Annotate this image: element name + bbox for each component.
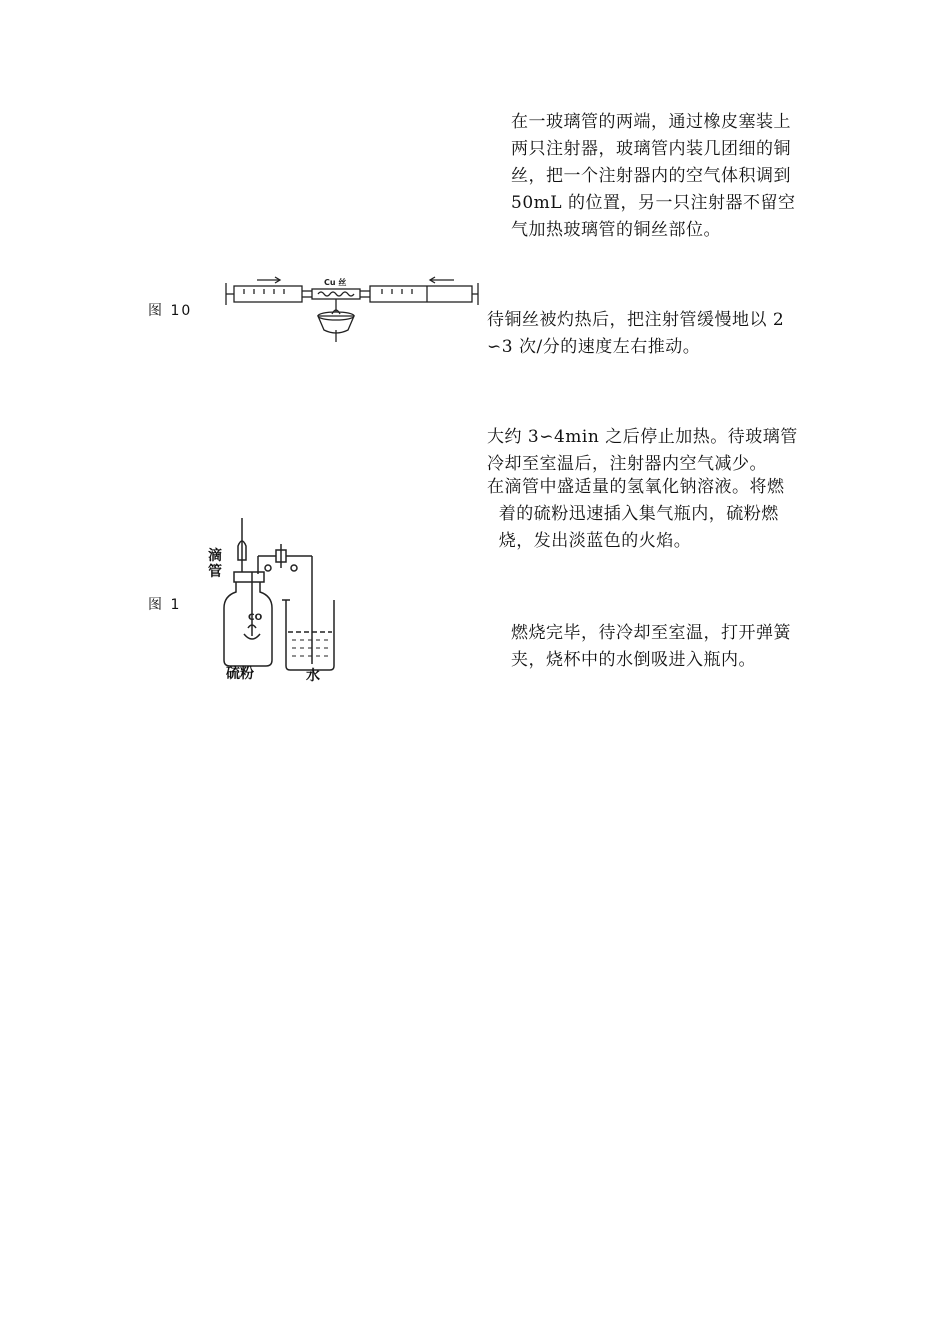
figure-1-label: 图 1 [148, 597, 182, 613]
dropper-label-line1: 滴 [208, 548, 222, 564]
copper-wire-label: Cu 丝 [324, 278, 347, 287]
paragraph-5: 燃烧完毕，待冷却至室温，打开弹簧 夹，烧杯中的水倒吸进入瓶内。 [511, 623, 791, 670]
dropper-label-line2: 管 [208, 564, 222, 580]
flask-label: CO [248, 613, 263, 623]
paragraph-4: 在滴管中盛适量的氢氧化钠溶液。将燃 着的硫粉迅速插入集气瓶内，硫粉燃 烧，发出淡蓝色的火焰。 [487, 477, 785, 551]
paragraph-1: 在一玻璃管的两端，通过橡皮塞装上 两只注射器，玻璃管内装几团细的铜 丝，把一个注射器内的空气体积调到 50mL 的位置，另一只注射器不留空 气加热玻璃管的铜丝部位。 [511, 112, 796, 240]
paragraph-3: 大约 3∽4min 之后停止加热。待玻璃管 冷却至室温后，注射器内空气减少。 [487, 427, 798, 474]
paragraph-2: 待铜丝被灼热后，把注射管缓慢地以 2 ∽3 次/分的速度左右推动。 [487, 310, 785, 357]
figure-10-syringe-apparatus [222, 272, 482, 352]
sulfur-label: 硫粉 [226, 666, 254, 682]
figure-1-combustion-apparatus [208, 516, 348, 686]
water-label: 水 [306, 668, 320, 684]
figure-10-label: 图 10 [148, 303, 193, 319]
